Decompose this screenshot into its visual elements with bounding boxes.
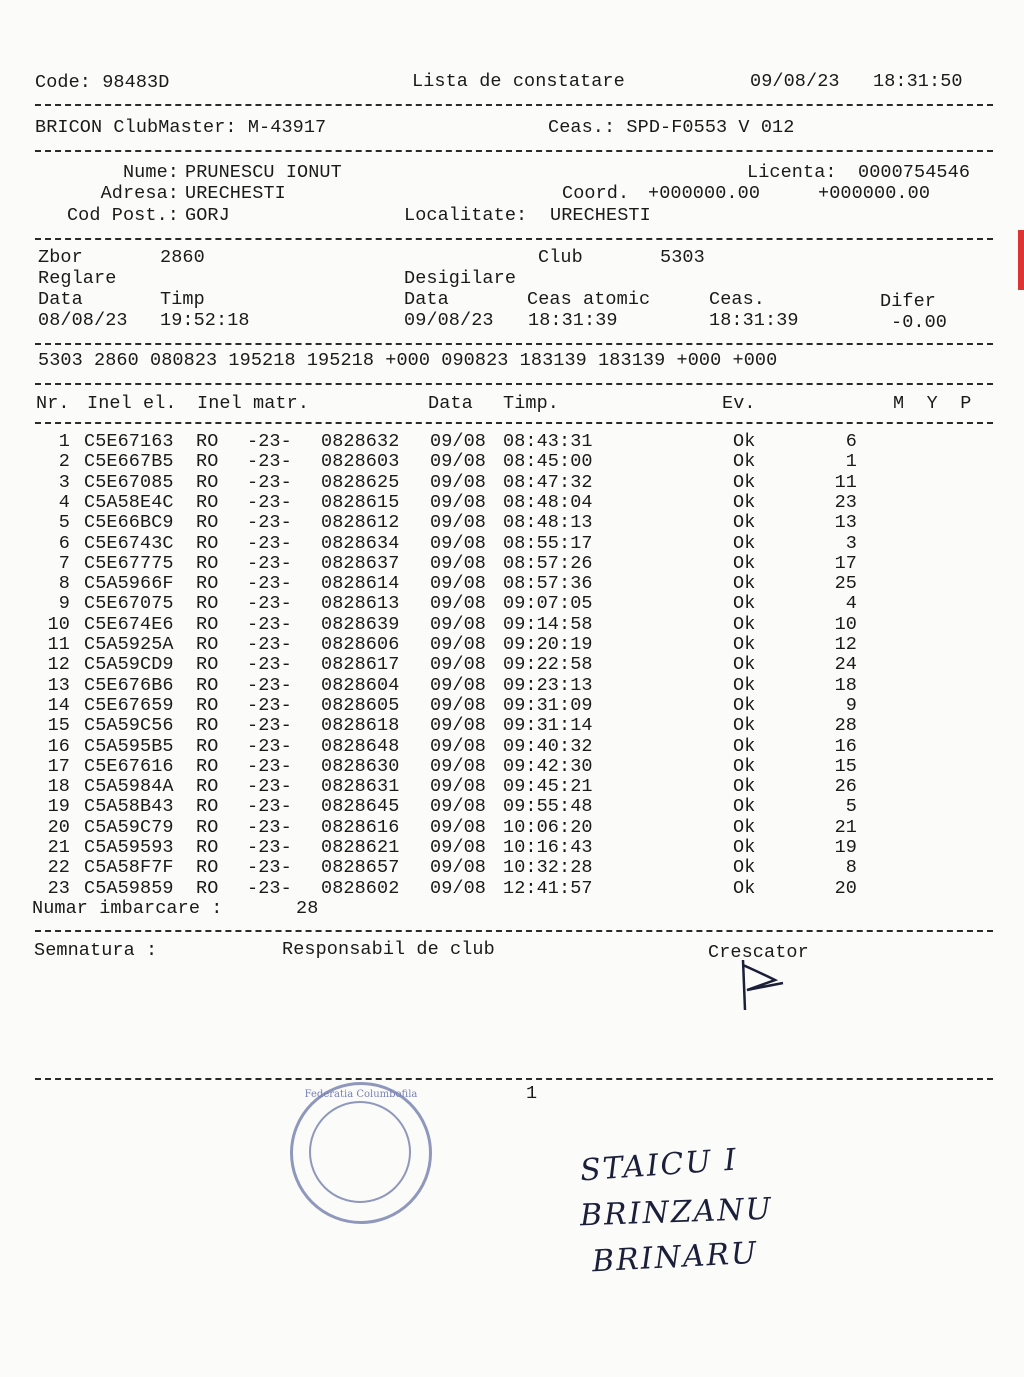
- event-status: Ok: [733, 512, 756, 534]
- event-status: Ok: [733, 776, 756, 798]
- electronic-ring: C5A59CD9: [84, 654, 174, 676]
- event-status: Ok: [733, 532, 756, 554]
- club-label: Club: [538, 247, 583, 268]
- handwritten-signature-1: STAICU I: [578, 1142, 740, 1189]
- arrival-time: 08:57:36: [503, 573, 593, 595]
- arrival-date: 09/08: [430, 816, 487, 838]
- electronic-ring: C5E6743C: [84, 532, 174, 554]
- country: RO: [196, 877, 219, 899]
- reglare-data-label: Data: [38, 289, 83, 310]
- year: -23-: [247, 431, 292, 452]
- desigilare-data-label: Data: [404, 289, 449, 310]
- position: 10: [834, 613, 857, 635]
- arrival-date: 09/08: [430, 593, 487, 615]
- owner-address: URECHESTI: [185, 183, 286, 204]
- ring-number: 0828657: [321, 857, 400, 879]
- divider: [35, 930, 993, 932]
- country: RO: [196, 654, 219, 676]
- electronic-ring: C5A58F7F: [84, 857, 174, 879]
- arrival-date: 09/08: [430, 634, 487, 655]
- year: -23-: [247, 735, 292, 757]
- col-data: Data: [428, 393, 473, 414]
- arrival-time: 08:47:32: [503, 471, 593, 493]
- year: -23-: [247, 573, 292, 595]
- event-status: Ok: [733, 431, 756, 452]
- coord-label: Coord.: [562, 183, 630, 204]
- country: RO: [196, 431, 219, 452]
- arrival-date: 09/08: [430, 573, 487, 595]
- country: RO: [196, 816, 219, 838]
- electronic-ring: C5A59C79: [84, 816, 174, 838]
- arrival-time: 10:16:43: [503, 837, 593, 858]
- position: 5: [845, 796, 857, 818]
- zbor-value: 2860: [160, 247, 205, 268]
- arrival-date: 09/08: [430, 735, 487, 757]
- year: -23-: [247, 776, 292, 798]
- country: RO: [196, 491, 219, 513]
- event-status: Ok: [733, 593, 756, 615]
- license-label: Licenta:: [747, 162, 837, 183]
- year: -23-: [247, 593, 292, 615]
- event-status: Ok: [733, 816, 756, 838]
- ceas-atomic-label: Ceas atomic: [527, 289, 651, 310]
- arrival-date: 09/08: [430, 613, 487, 635]
- address-label: Adresa:: [100, 183, 179, 204]
- row-number: 18: [47, 776, 70, 798]
- electronic-ring: C5E674E6: [84, 613, 174, 635]
- position: 25: [834, 573, 857, 595]
- arrival-time: 08:57:26: [503, 552, 593, 574]
- summary-line: 5303 2860 080823 195218 195218 +000 090823 183139 183139 +000 +000: [38, 350, 778, 371]
- position: 20: [834, 877, 857, 899]
- event-status: Ok: [733, 755, 756, 777]
- electronic-ring: C5A5966F: [84, 573, 174, 595]
- handwritten-signature-2: BRINZANU: [579, 1191, 774, 1234]
- event-status: Ok: [733, 715, 756, 737]
- col-timp: Timp.: [503, 393, 560, 414]
- row-number: 2: [58, 451, 70, 473]
- scan-edge-mark: [1018, 230, 1024, 290]
- row-number: 1: [58, 431, 70, 452]
- postcode-label: Cod Post.:: [66, 205, 179, 226]
- ring-number: 0828634: [321, 532, 400, 554]
- ring-number: 0828604: [321, 674, 400, 696]
- arrival-date: 09/08: [430, 451, 487, 473]
- ring-number: 0828637: [321, 552, 400, 574]
- row-number: 9: [58, 593, 70, 615]
- arrival-time: 09:20:19: [503, 634, 593, 655]
- country: RO: [196, 776, 219, 798]
- ring-number: 0828617: [321, 654, 400, 676]
- country: RO: [196, 755, 219, 777]
- arrival-time: 09:14:58: [503, 613, 593, 635]
- ring-number: 0828639: [321, 613, 400, 635]
- event-status: Ok: [733, 451, 756, 473]
- arrival-date: 09/08: [430, 776, 487, 798]
- country: RO: [196, 613, 219, 635]
- position: 23: [834, 491, 857, 513]
- arrival-date: 09/08: [430, 471, 487, 493]
- arrival-time: 08:45:00: [503, 451, 593, 473]
- crescator-signature: [735, 955, 795, 1015]
- electronic-ring: C5E67075: [84, 593, 174, 615]
- year: -23-: [247, 634, 292, 655]
- event-status: Ok: [733, 674, 756, 696]
- desigilare-label: Desigilare: [404, 268, 517, 289]
- position: 6: [845, 431, 857, 452]
- arrival-time: 09:55:48: [503, 796, 593, 818]
- row-number: 11: [47, 634, 70, 655]
- year: -23-: [247, 532, 292, 554]
- arrival-date: 09/08: [430, 431, 487, 452]
- event-status: Ok: [733, 654, 756, 676]
- ring-number: 0828602: [321, 877, 400, 899]
- year: -23-: [247, 755, 292, 777]
- event-status: Ok: [733, 837, 756, 858]
- electronic-ring: C5E67659: [84, 694, 174, 716]
- row-number: 8: [58, 573, 70, 595]
- electronic-ring: C5A59593: [84, 837, 174, 858]
- document-title: Lista de constatare: [412, 71, 625, 92]
- col-nr: Nr.: [36, 393, 70, 414]
- country: RO: [196, 735, 219, 757]
- arrival-date: 09/08: [430, 512, 487, 534]
- event-status: Ok: [733, 735, 756, 757]
- year: -23-: [247, 694, 292, 716]
- country: RO: [196, 634, 219, 655]
- event-status: Ok: [733, 796, 756, 818]
- arrival-date: 09/08: [430, 857, 487, 879]
- arrival-time: 09:22:58: [503, 654, 593, 676]
- ring-number: 0828631: [321, 776, 400, 798]
- ring-number: 0828648: [321, 735, 400, 757]
- event-status: Ok: [733, 634, 756, 655]
- divider: [35, 150, 993, 152]
- arrival-date: 09/08: [430, 674, 487, 696]
- year: -23-: [247, 715, 292, 737]
- electronic-ring: C5A59859: [84, 877, 174, 899]
- arrival-time: 08:43:31: [503, 431, 593, 452]
- owner-locality: URECHESTI: [550, 205, 651, 226]
- position: 1: [845, 451, 857, 473]
- clubmaster-id: BRICON ClubMaster: M-43917: [35, 117, 327, 138]
- row-number: 16: [47, 735, 70, 757]
- arrival-time: 08:55:17: [503, 532, 593, 554]
- row-number: 21: [47, 837, 70, 858]
- event-status: Ok: [733, 877, 756, 899]
- country: RO: [196, 451, 219, 473]
- position: 18: [834, 674, 857, 696]
- country: RO: [196, 857, 219, 879]
- position: 21: [834, 816, 857, 838]
- handwritten-signature-3: BRINARU: [591, 1235, 760, 1280]
- electronic-ring: C5E67616: [84, 755, 174, 777]
- difference: -0.00: [891, 312, 948, 333]
- row-number: 5: [58, 512, 70, 534]
- document-code: Code: 98483D: [35, 72, 170, 93]
- position: 12: [834, 634, 857, 655]
- arrival-date: 09/08: [430, 877, 487, 899]
- electronic-ring: C5E676B6: [84, 674, 174, 696]
- arrival-time: 09:07:05: [503, 593, 593, 615]
- arrival-date: 09/08: [430, 837, 487, 858]
- col-myp: M Y P: [893, 393, 972, 414]
- license-number: 0000754546: [858, 162, 971, 183]
- row-number: 4: [58, 491, 70, 513]
- arrival-date: 09/08: [430, 654, 487, 676]
- crescator-label: Crescator: [708, 942, 809, 963]
- arrival-time: 09:31:14: [503, 715, 593, 737]
- stamp-text: Federatia Columbofila: [304, 1089, 418, 1100]
- zbor-label: Zbor: [38, 247, 83, 268]
- arrival-time: 09:45:21: [503, 776, 593, 798]
- row-number: 23: [47, 877, 70, 899]
- event-status: Ok: [733, 552, 756, 574]
- year: -23-: [247, 857, 292, 879]
- country: RO: [196, 593, 219, 615]
- position: 17: [834, 552, 857, 574]
- clock-id: Ceas.: SPD-F0553 V 012: [548, 117, 795, 138]
- row-number: 15: [47, 715, 70, 737]
- row-number: 17: [47, 755, 70, 777]
- col-ev: Ev.: [722, 393, 756, 414]
- print-time: 18:31:50: [873, 71, 963, 92]
- position: 16: [834, 735, 857, 757]
- row-number: 19: [47, 796, 70, 818]
- row-number: 12: [47, 654, 70, 676]
- position: 4: [845, 593, 857, 615]
- year: -23-: [247, 877, 292, 899]
- position: 19: [834, 837, 857, 858]
- electronic-ring: C5E67085: [84, 471, 174, 493]
- electronic-ring: C5E667B5: [84, 451, 174, 473]
- divider: [35, 343, 993, 345]
- position: 3: [845, 532, 857, 554]
- col-inel-matr: Inel matr.: [197, 393, 310, 414]
- year: -23-: [247, 471, 292, 493]
- row-number: 3: [58, 471, 70, 493]
- position: 13: [834, 512, 857, 534]
- row-number: 20: [47, 816, 70, 838]
- responsabil-label: Responsabil de club: [282, 939, 495, 960]
- col-inel-el: Inel el.: [87, 393, 177, 414]
- year: -23-: [247, 512, 292, 534]
- arrival-time: 10:32:28: [503, 857, 593, 879]
- row-number: 14: [47, 694, 70, 716]
- arrival-date: 09/08: [430, 532, 487, 554]
- event-status: Ok: [733, 491, 756, 513]
- arrival-time: 12:41:57: [503, 877, 593, 899]
- arrival-date: 09/08: [430, 694, 487, 716]
- arrival-time: 08:48:13: [503, 512, 593, 534]
- year: -23-: [247, 674, 292, 696]
- arrival-date: 09/08: [430, 552, 487, 574]
- arrival-date: 09/08: [430, 755, 487, 777]
- difer-label: Difer: [880, 291, 937, 312]
- electronic-ring: C5A595B5: [84, 735, 174, 757]
- country: RO: [196, 694, 219, 716]
- ring-number: 0828645: [321, 796, 400, 818]
- divider: [35, 238, 993, 240]
- semnatura-label: Semnatura :: [34, 940, 158, 961]
- ring-number: 0828632: [321, 431, 400, 452]
- ring-number: 0828621: [321, 837, 400, 858]
- country: RO: [196, 573, 219, 595]
- position: 26: [834, 776, 857, 798]
- arrival-date: 09/08: [430, 796, 487, 818]
- row-number: 6: [58, 532, 70, 554]
- electronic-ring: C5A5984A: [84, 776, 174, 798]
- divider: [35, 104, 993, 106]
- year: -23-: [247, 837, 292, 858]
- reglare-date: 08/08/23: [38, 310, 128, 331]
- row-number: 10: [47, 613, 70, 635]
- year: -23-: [247, 654, 292, 676]
- position: 9: [845, 694, 857, 716]
- club-value: 5303: [660, 247, 705, 268]
- event-status: Ok: [733, 471, 756, 493]
- country: RO: [196, 552, 219, 574]
- imbarcare-count: 28: [296, 898, 319, 919]
- atomic-time: 18:31:39: [528, 310, 618, 331]
- year: -23-: [247, 796, 292, 818]
- row-number: 7: [58, 552, 70, 574]
- reglare-timp-label: Timp: [160, 289, 205, 310]
- page-number: 1: [526, 1083, 538, 1104]
- arrival-date: 09/08: [430, 715, 487, 737]
- position: 15: [834, 755, 857, 777]
- country: RO: [196, 512, 219, 534]
- divider: [35, 1078, 993, 1080]
- electronic-ring: C5E66BC9: [84, 512, 174, 534]
- print-date: 09/08/23: [750, 71, 840, 92]
- country: RO: [196, 837, 219, 858]
- country: RO: [196, 796, 219, 818]
- arrival-time: 09:23:13: [503, 674, 593, 696]
- year: -23-: [247, 491, 292, 513]
- electronic-ring: C5A5925A: [84, 634, 174, 655]
- row-number: 13: [47, 674, 70, 696]
- year: -23-: [247, 451, 292, 473]
- divider: [35, 383, 993, 385]
- arrival-time: 09:40:32: [503, 735, 593, 757]
- year: -23-: [247, 816, 292, 838]
- ring-number: 0828618: [321, 715, 400, 737]
- country: RO: [196, 532, 219, 554]
- reglare-time: 19:52:18: [160, 310, 250, 331]
- ring-number: 0828625: [321, 471, 400, 493]
- event-status: Ok: [733, 857, 756, 879]
- ring-number: 0828606: [321, 634, 400, 655]
- arrival-time: 08:48:04: [503, 491, 593, 513]
- ring-number: 0828603: [321, 451, 400, 473]
- desigilare-date: 09/08/23: [404, 310, 494, 331]
- ring-number: 0828612: [321, 512, 400, 534]
- event-status: Ok: [733, 694, 756, 716]
- event-status: Ok: [733, 613, 756, 635]
- imbarcare-label: Numar imbarcare :: [32, 898, 223, 919]
- ring-number: 0828605: [321, 694, 400, 716]
- country: RO: [196, 471, 219, 493]
- ceas-label: Ceas.: [709, 289, 766, 310]
- coord-x: +000000.00: [648, 183, 761, 204]
- divider: [35, 422, 993, 424]
- position: 11: [834, 471, 857, 493]
- coord-y: +000000.00: [818, 183, 931, 204]
- event-status: Ok: [733, 573, 756, 595]
- arrival-date: 09/08: [430, 491, 487, 513]
- electronic-ring: C5E67163: [84, 431, 174, 452]
- electronic-ring: C5A58B43: [84, 796, 174, 818]
- position: 24: [834, 654, 857, 676]
- ring-number: 0828616: [321, 816, 400, 838]
- name-label: Nume:: [122, 162, 179, 183]
- country: RO: [196, 715, 219, 737]
- reglare-label: Reglare: [38, 268, 117, 289]
- row-number: 22: [47, 857, 70, 879]
- ring-number: 0828613: [321, 593, 400, 615]
- country: RO: [196, 674, 219, 696]
- locality-label: Localitate:: [404, 205, 528, 226]
- owner-postcode: GORJ: [185, 205, 230, 226]
- year: -23-: [247, 613, 292, 635]
- electronic-ring: C5A59C56: [84, 715, 174, 737]
- clock-time: 18:31:39: [709, 310, 799, 331]
- arrival-time: 09:31:09: [503, 694, 593, 716]
- position: 8: [845, 857, 857, 879]
- electronic-ring: C5A58E4C: [84, 491, 174, 513]
- arrival-time: 10:06:20: [503, 816, 593, 838]
- federation-stamp: [290, 1082, 432, 1224]
- year: -23-: [247, 552, 292, 574]
- ring-number: 0828614: [321, 573, 400, 595]
- electronic-ring: C5E67775: [84, 552, 174, 574]
- ring-number: 0828630: [321, 755, 400, 777]
- arrival-time: 09:42:30: [503, 755, 593, 777]
- owner-name: PRUNESCU IONUT: [185, 162, 342, 183]
- position: 28: [834, 715, 857, 737]
- ring-number: 0828615: [321, 491, 400, 513]
